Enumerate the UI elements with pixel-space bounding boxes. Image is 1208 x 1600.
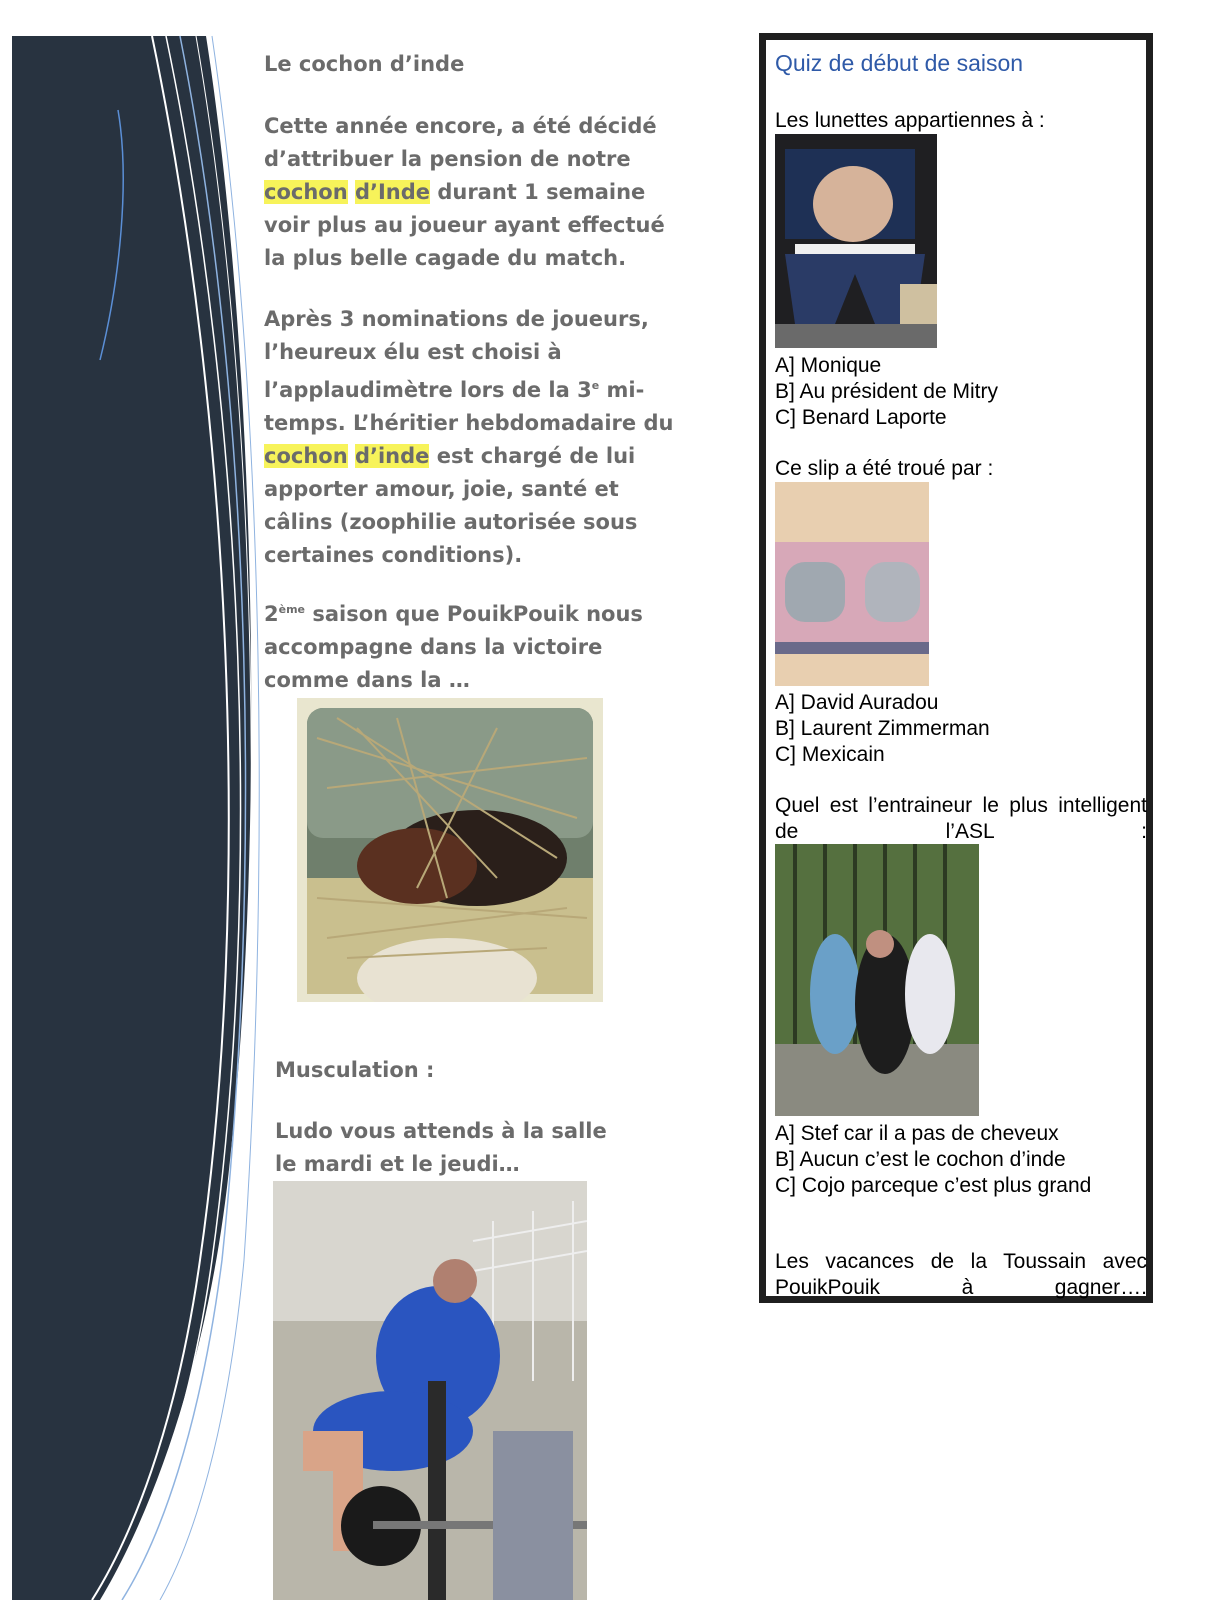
highlighted-word: cochon bbox=[264, 444, 348, 468]
article-title: Le cochon d’inde bbox=[264, 52, 465, 76]
paragraph-text: Après 3 nominations de joueurs, l’heureux élu est choisi à l’applaudimètre lors de la 3 bbox=[264, 307, 649, 402]
quiz-answer: B] Laurent Zimmerman bbox=[775, 717, 990, 740]
article-paragraph-3 bbox=[264, 593, 684, 697]
quiz-answer: A] David Auradou bbox=[775, 691, 939, 714]
quiz-answer: B] Aucun c’est le cochon d’inde bbox=[775, 1148, 1066, 1171]
quiz-answer: C] Mexicain bbox=[775, 743, 885, 766]
quiz-photo-2 bbox=[775, 482, 929, 686]
quiz-box bbox=[759, 33, 1153, 1303]
quiz-question-2: Ce slip a été troué par : bbox=[775, 457, 994, 480]
quiz-answer: C] Cojo parceque c’est plus grand bbox=[775, 1174, 1092, 1197]
highlighted-word: d’inde bbox=[354, 444, 430, 468]
gym-photo bbox=[273, 1181, 587, 1600]
superscript: ème bbox=[278, 603, 306, 616]
quiz-photo-3 bbox=[775, 844, 979, 1116]
guinea-pig-photo bbox=[297, 698, 603, 1002]
paragraph-text: durant 1 semaine voir plus au joueur ayant effectué la plus belle cagade du match. bbox=[264, 180, 665, 270]
quiz-closing-text: Les vacances de la Toussain avec PouikPouik à gagner…. bbox=[775, 1250, 1147, 1299]
superscript: e bbox=[591, 379, 600, 392]
section-text-musculation: Ludo vous attends à la salle le mardi et le jeudi… bbox=[275, 1119, 607, 1176]
quiz-answer: B] Au président de Mitry bbox=[775, 380, 998, 403]
quiz-answer: A] Monique bbox=[775, 354, 882, 377]
section-title-musculation: Musculation : bbox=[275, 1058, 435, 1082]
highlighted-word: d’Inde bbox=[354, 180, 431, 204]
quiz-question-1: Les lunettes appartiennes à : bbox=[775, 109, 1045, 132]
sidebar-decoration bbox=[0, 0, 260, 1600]
paragraph-text: saison que PouikPouik nous accompagne dans la victoire comme dans la … bbox=[264, 602, 643, 692]
quiz-answer: C] Benard Laporte bbox=[775, 406, 947, 429]
article-paragraph-2 bbox=[264, 303, 684, 572]
paragraph-text: Cette année encore, a été décidé d’attribuer la pension de notre bbox=[264, 114, 657, 171]
quiz-question-3: Quel est l’entraineur le plus intelligent de l’ASL : bbox=[775, 794, 1147, 843]
quiz-photo-1 bbox=[775, 134, 937, 348]
article-paragraph-1 bbox=[264, 110, 684, 275]
paragraph-text: mi-temps. L’héritier hebdomadaire du bbox=[264, 378, 674, 435]
quiz-title: Quiz de début de saison bbox=[775, 50, 1024, 76]
paragraph-text: est chargé de lui apporter amour, joie, santé et câlins (zoophilie autorisée sous certaines conditions). bbox=[264, 444, 638, 567]
highlighted-word: cochon bbox=[264, 180, 348, 204]
sidebar-dark-panel bbox=[12, 36, 251, 1600]
paragraph-text: 2 bbox=[264, 602, 279, 626]
quiz-answer: A] Stef car il a pas de cheveux bbox=[775, 1122, 1059, 1145]
